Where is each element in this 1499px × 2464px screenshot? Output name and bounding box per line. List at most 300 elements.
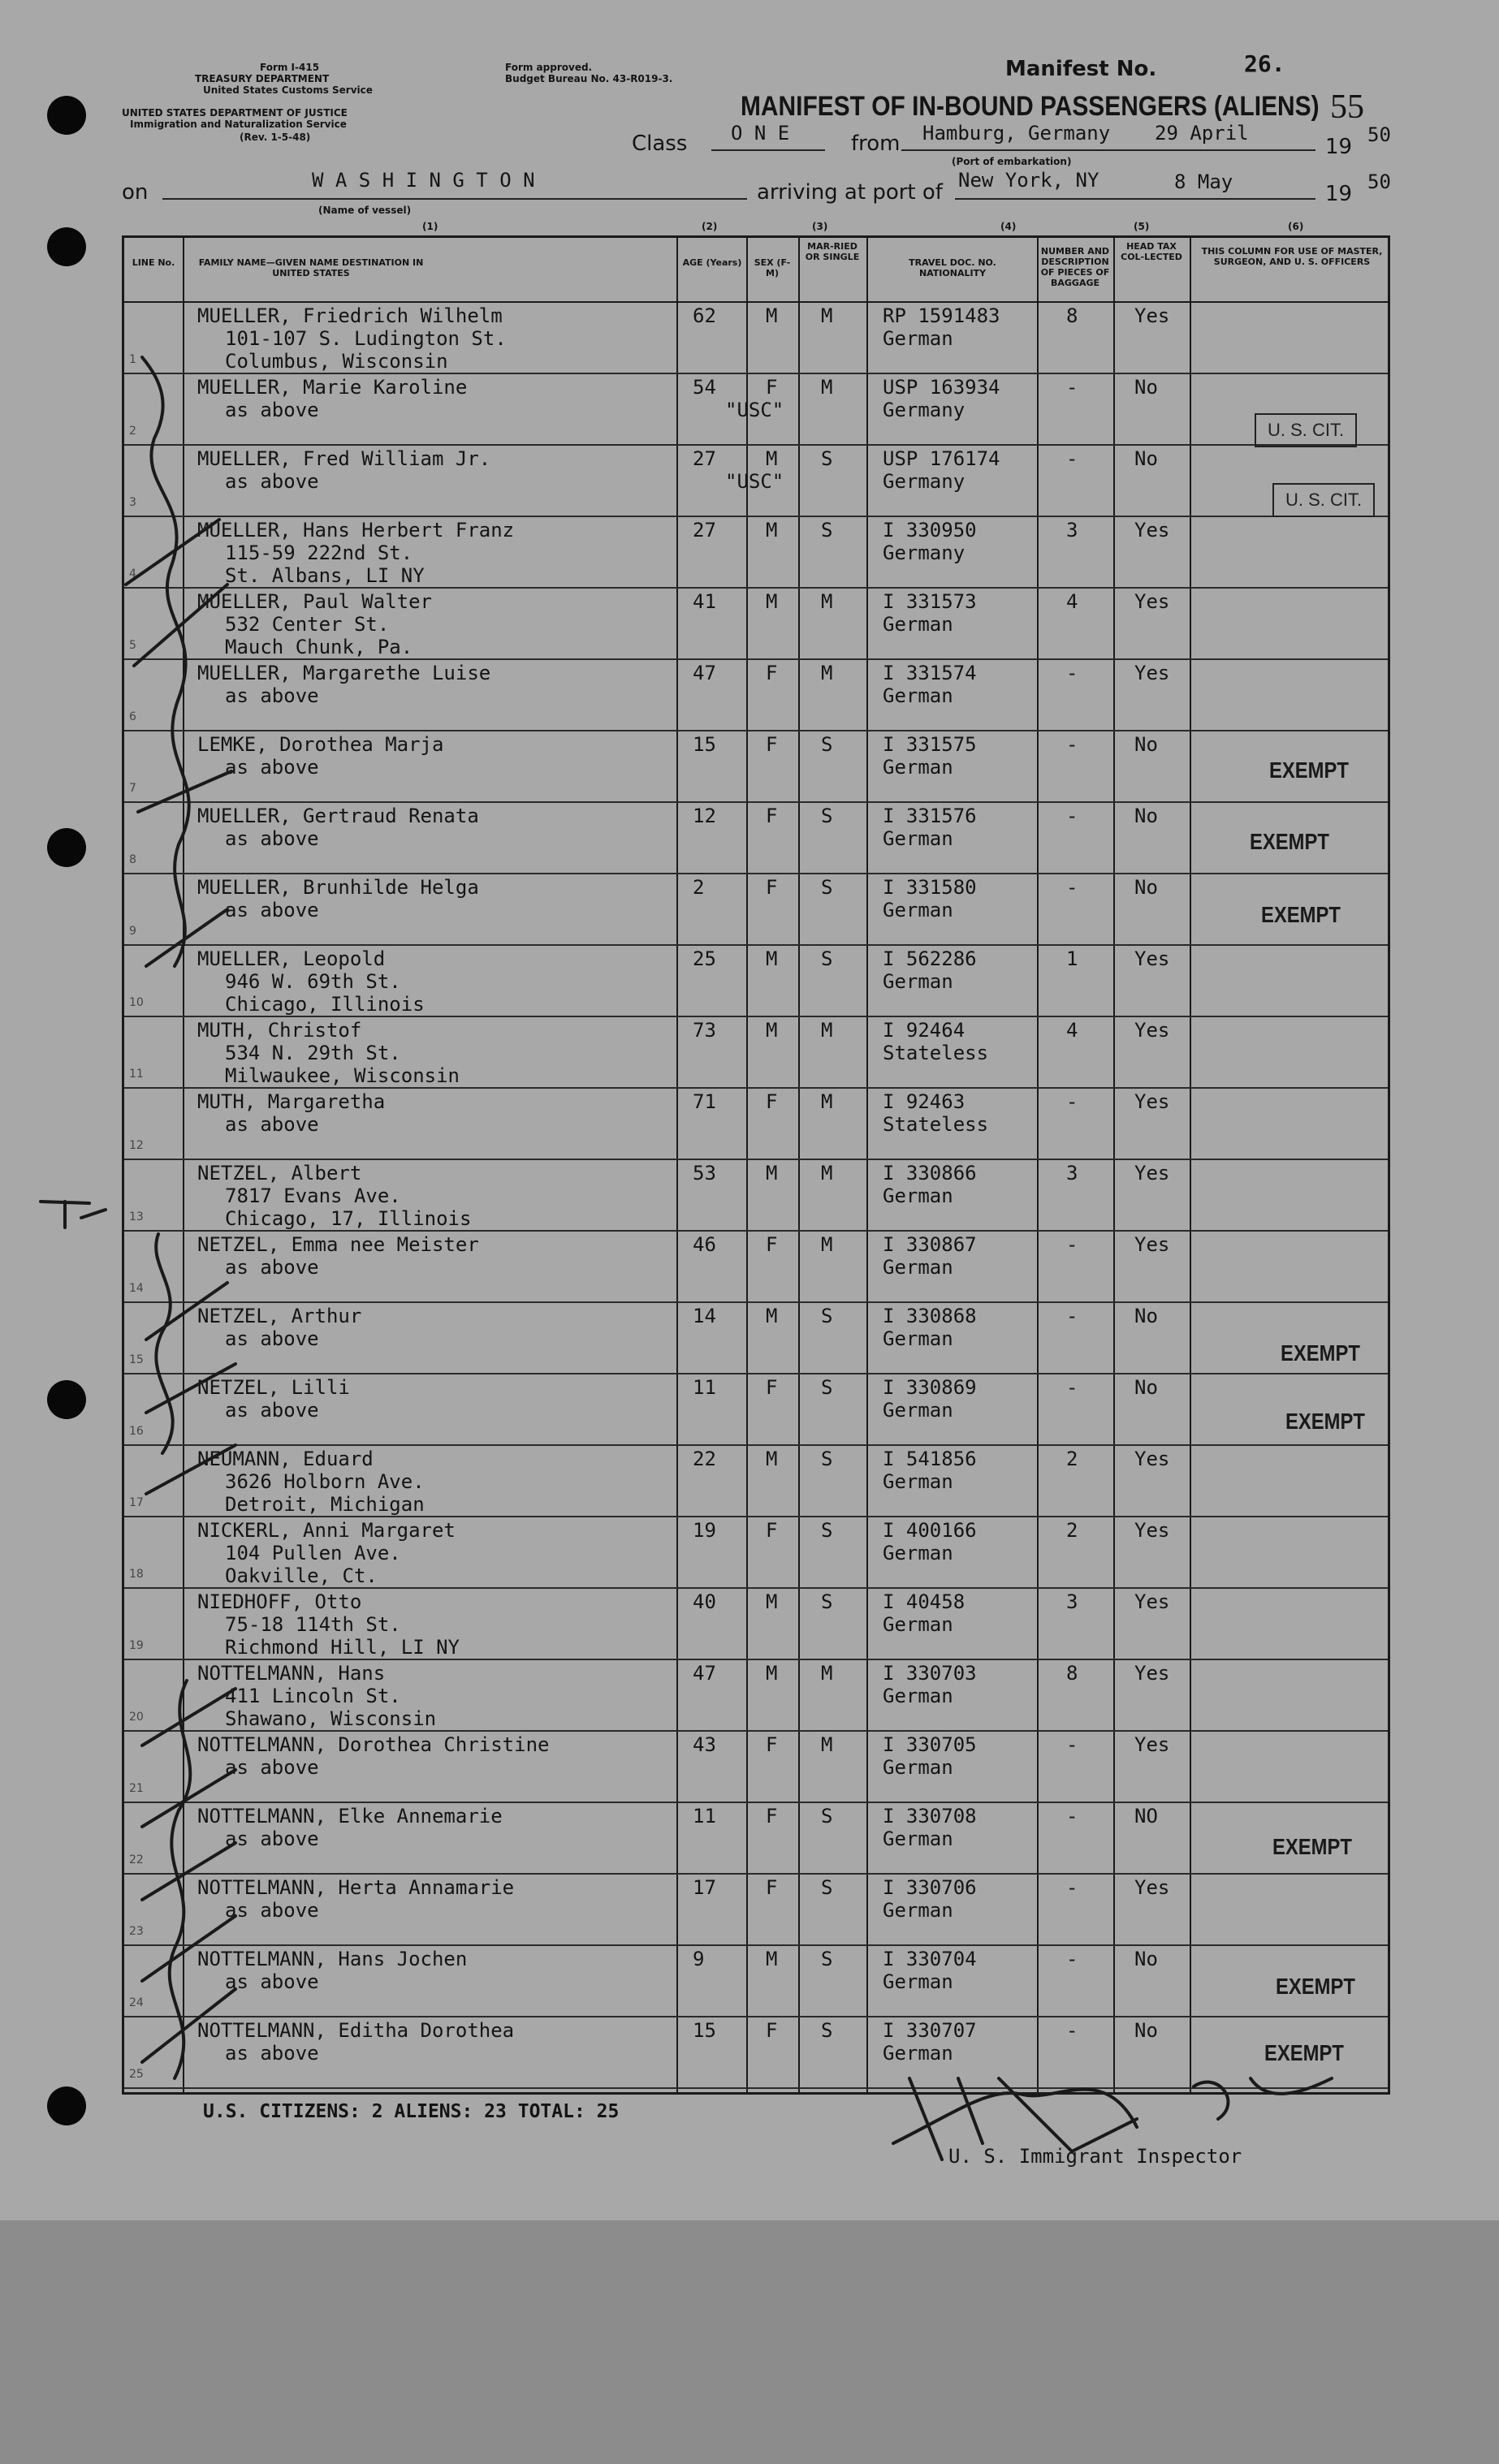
age-cell: 62	[693, 304, 716, 327]
table-row	[124, 1660, 1388, 1732]
head-tax-cell: Yes	[1134, 1519, 1170, 1542]
table-row	[124, 1017, 1388, 1089]
passenger-name: MUTH, Margaretha	[197, 1090, 386, 1113]
table-row	[124, 803, 1388, 874]
passenger-table	[122, 235, 1390, 2095]
table-row	[124, 1160, 1388, 1232]
table-row	[124, 946, 1388, 1017]
table-row	[124, 374, 1388, 446]
usc-note: "USC"	[725, 399, 784, 421]
us-citizen-stamp: U. S. CIT.	[1272, 483, 1375, 517]
destination-line: as above	[225, 1399, 319, 1422]
year-prefix: 19	[1325, 135, 1353, 159]
exempt-stamp: EXEMPT	[1272, 1834, 1352, 1859]
passenger-name: NOTTELMANN, Hans Jochen	[197, 1948, 468, 1970]
head-tax-cell: Yes	[1134, 1733, 1170, 1756]
page-number: 55	[1330, 88, 1364, 126]
destination-line: as above	[225, 1113, 319, 1136]
destination-line: 534 N. 29th St.	[225, 1042, 401, 1064]
travel-doc-cell: I 330950	[883, 519, 977, 542]
sex-cell: F	[766, 2019, 778, 2042]
line-number: 3	[129, 496, 136, 509]
col-num: (3)	[812, 221, 828, 232]
passenger-name: MUELLER, Paul Walter	[197, 590, 432, 613]
travel-doc-cell: I 92464	[883, 1019, 965, 1042]
line-number: 22	[129, 1853, 144, 1866]
justice-dept: UNITED STATES DEPARTMENT OF JUSTICE	[122, 107, 348, 119]
ins-service: Immigration and Naturalization Service	[130, 119, 347, 130]
destination-line: as above	[225, 756, 319, 779]
nationality-cell: German	[883, 327, 953, 350]
col-num: (4)	[1000, 221, 1017, 232]
table-row	[124, 303, 1388, 374]
passenger-name: MUELLER, Marie Karoline	[197, 376, 468, 399]
destination-line: 115-59 222nd St.	[225, 542, 413, 564]
age-cell: 12	[693, 805, 716, 827]
destination-line: 7817 Evans Ave.	[225, 1185, 401, 1207]
travel-doc-cell: I 330707	[883, 2019, 977, 2042]
marital-cell: S	[821, 1376, 833, 1399]
nationality-cell: Germany	[883, 542, 965, 564]
sex-cell: F	[766, 1233, 778, 1256]
line-number: 10	[129, 996, 144, 1009]
travel-doc-cell: I 92463	[883, 1090, 965, 1113]
age-cell: 11	[693, 1805, 716, 1828]
baggage-cell: 1	[1066, 947, 1078, 970]
passenger-name: NICKERL, Anni Margaret	[197, 1519, 456, 1542]
travel-doc-cell: I 400166	[883, 1519, 977, 1542]
col-header-sex: SEX (F-M)	[754, 257, 791, 278]
age-cell: 47	[693, 662, 716, 684]
manifest-number: 26.	[1244, 50, 1285, 77]
exempt-stamp: EXEMPT	[1269, 757, 1349, 783]
line-number: 14	[129, 1282, 144, 1295]
destination-line: as above	[225, 1256, 319, 1279]
table-row	[124, 1303, 1388, 1374]
sex-cell: M	[766, 304, 778, 327]
col-header-officers: THIS COLUMN FOR USE OF MASTER, SURGEON, AND U. S. OFFICERS	[1201, 246, 1383, 267]
col-num: (1)	[422, 221, 438, 232]
inspector-label: U. S. Immigrant Inspector	[948, 2145, 1242, 2168]
passenger-name: NETZEL, Lilli	[197, 1376, 350, 1399]
baggage-cell: 4	[1066, 590, 1078, 613]
marital-cell: M	[821, 662, 833, 684]
sex-cell: F	[766, 876, 778, 899]
travel-doc-cell: I 541856	[883, 1448, 977, 1470]
line-number: 5	[129, 639, 136, 652]
head-tax-cell: No	[1134, 805, 1158, 827]
table-row	[124, 1232, 1388, 1303]
nationality-cell: German	[883, 1185, 953, 1207]
travel-doc-cell: I 330867	[883, 1233, 977, 1256]
sex-cell: F	[766, 805, 778, 827]
sex-cell: F	[766, 376, 778, 399]
baggage-cell: -	[1066, 1376, 1078, 1399]
passenger-name: NETZEL, Albert	[197, 1162, 362, 1185]
sex-cell: M	[766, 947, 778, 970]
embarkation-port: Hamburg, Germany	[922, 122, 1111, 145]
head-tax-cell: Yes	[1134, 590, 1170, 613]
arriving-label: arriving at port of	[757, 180, 943, 205]
age-cell: 11	[693, 1376, 716, 1399]
table-row	[124, 1732, 1388, 1803]
travel-doc-cell: I 330703	[883, 1662, 977, 1685]
travel-doc-cell: I 330866	[883, 1162, 977, 1185]
table-row	[124, 1589, 1388, 1660]
destination-line: 532 Center St.	[225, 613, 390, 636]
destination-line: Shawano, Wisconsin	[225, 1707, 437, 1730]
marital-cell: S	[821, 1305, 833, 1327]
passenger-name: MUELLER, Hans Herbert Franz	[197, 519, 515, 542]
table-row	[124, 1089, 1388, 1160]
table-row	[124, 1446, 1388, 1517]
age-cell: 19	[693, 1519, 716, 1542]
col-header-baggage: NUMBER AND DESCRIPTION OF PIECES OF BAGGAGE	[1040, 246, 1110, 288]
marital-cell: S	[821, 805, 833, 827]
travel-doc-cell: I 330705	[883, 1733, 977, 1756]
nationality-cell: German	[883, 1970, 953, 1993]
usc-note: "USC"	[725, 470, 784, 493]
line-number: 18	[129, 1568, 144, 1581]
baggage-cell: 2	[1066, 1519, 1078, 1542]
age-cell: 9	[693, 1948, 705, 1970]
marital-cell: S	[821, 519, 833, 542]
marital-cell: S	[821, 733, 833, 756]
line-number: 20	[129, 1711, 144, 1724]
destination-line: Richmond Hill, LI NY	[225, 1636, 460, 1659]
age-cell: 27	[693, 447, 716, 470]
line-number: 9	[129, 925, 136, 938]
exempt-stamp: EXEMPT	[1261, 902, 1341, 927]
age-cell: 40	[693, 1590, 716, 1613]
travel-doc-cell: I 330869	[883, 1376, 977, 1399]
age-cell: 15	[693, 733, 716, 756]
head-tax-cell: Yes	[1134, 1090, 1170, 1113]
passenger-name: MUELLER, Margarethe Luise	[197, 662, 491, 684]
baggage-cell: -	[1066, 1948, 1078, 1970]
line-number: 19	[129, 1639, 144, 1652]
nationality-cell: Germany	[883, 470, 965, 493]
sex-cell: F	[766, 1733, 778, 1756]
line-number: 11	[129, 1068, 144, 1081]
age-cell: 53	[693, 1162, 716, 1185]
travel-doc-cell: I 330868	[883, 1305, 977, 1327]
col-header-age: AGE (Years)	[682, 257, 742, 268]
nationality-cell: German	[883, 827, 953, 850]
age-cell: 14	[693, 1305, 716, 1327]
head-tax-cell: No	[1134, 1305, 1158, 1327]
class-label: Class	[632, 132, 688, 156]
age-cell: 47	[693, 1662, 716, 1685]
table-row	[124, 1517, 1388, 1589]
head-tax-cell: Yes	[1134, 662, 1170, 684]
line-number: 16	[129, 1425, 144, 1438]
nationality-cell: German	[883, 1327, 953, 1350]
age-cell: 17	[693, 1876, 716, 1899]
line-number: 24	[129, 1996, 144, 2009]
arrival-port: New York, NY	[958, 169, 1099, 192]
table-row	[124, 2017, 1388, 2089]
nationality-cell: Stateless	[883, 1113, 989, 1136]
destination-line: as above	[225, 899, 319, 921]
marital-cell: S	[821, 1519, 833, 1542]
passenger-name: NETZEL, Emma nee Meister	[197, 1233, 479, 1256]
destination-line: Chicago, 17, Illinois	[225, 1207, 472, 1230]
totals-summary: U.S. CITIZENS: 2 ALIENS: 23 TOTAL: 25	[203, 2101, 620, 2122]
sex-cell: M	[766, 447, 778, 470]
nationality-cell: German	[883, 1756, 953, 1779]
form-number: Form I-415	[260, 62, 320, 73]
destination-line: as above	[225, 399, 319, 421]
customs-service: United States Customs Service	[203, 84, 373, 96]
destination-line: as above	[225, 1828, 319, 1850]
line-number: 21	[129, 1782, 144, 1795]
travel-doc-cell: I 331580	[883, 876, 977, 899]
travel-doc-cell: I 331574	[883, 662, 977, 684]
passenger-name: NOTTELMANN, Elke Annemarie	[197, 1805, 503, 1828]
binder-hole	[47, 227, 86, 266]
exempt-stamp: EXEMPT	[1285, 1409, 1365, 1434]
travel-doc-cell: I 330708	[883, 1805, 977, 1828]
class-value: O N E	[731, 122, 790, 145]
marital-cell: S	[821, 947, 833, 970]
sex-cell: M	[766, 1662, 778, 1685]
exempt-stamp: EXEMPT	[1281, 1340, 1360, 1366]
baggage-cell: -	[1066, 376, 1078, 399]
head-tax-cell: Yes	[1134, 304, 1170, 327]
col-num: (2)	[702, 221, 718, 232]
table-row	[124, 1374, 1388, 1446]
form-revision: (Rev. 1-5-48)	[240, 132, 311, 143]
sex-cell: F	[766, 1376, 778, 1399]
nationality-cell: German	[883, 899, 953, 921]
col-header-line: LINE No.	[132, 257, 175, 268]
head-tax-cell: No	[1134, 733, 1158, 756]
age-cell: 22	[693, 1448, 716, 1470]
destination-line: as above	[225, 1756, 319, 1779]
marital-cell: S	[821, 1805, 833, 1828]
head-tax-cell: No	[1134, 876, 1158, 899]
baggage-cell: -	[1066, 1876, 1078, 1899]
head-tax-cell: No	[1134, 1948, 1158, 1970]
vessel-name: W A S H I N G T O N	[312, 169, 535, 192]
arrival-year: 50	[1367, 170, 1391, 193]
travel-doc-cell: I 330706	[883, 1876, 977, 1899]
exempt-stamp: EXEMPT	[1276, 1974, 1355, 1999]
marital-cell: M	[821, 590, 833, 613]
nationality-cell: German	[883, 1613, 953, 1636]
destination-line: Mauch Chunk, Pa.	[225, 636, 413, 658]
nationality-cell: German	[883, 1685, 953, 1707]
from-label: from	[851, 132, 901, 156]
sex-cell: M	[766, 1448, 778, 1470]
sex-cell: F	[766, 1805, 778, 1828]
baggage-cell: 8	[1066, 1662, 1078, 1685]
baggage-cell: -	[1066, 1805, 1078, 1828]
baggage-cell: 3	[1066, 1162, 1078, 1185]
line-number: 15	[129, 1353, 144, 1366]
baggage-cell: -	[1066, 2019, 1078, 2042]
sex-cell: M	[766, 1948, 778, 1970]
exempt-stamp: EXEMPT	[1250, 829, 1329, 854]
travel-doc-cell: I 562286	[883, 947, 977, 970]
age-cell: 54	[693, 376, 716, 399]
baggage-cell: -	[1066, 1733, 1078, 1756]
baggage-cell: -	[1066, 1090, 1078, 1113]
head-tax-cell: No	[1134, 1376, 1158, 1399]
manifest-label: Manifest No.	[1005, 57, 1157, 81]
line-number: 12	[129, 1139, 144, 1152]
travel-doc-cell: I 331573	[883, 590, 977, 613]
nationality-cell: German	[883, 1470, 953, 1493]
travel-doc-cell: I 331575	[883, 733, 977, 756]
line-number: 17	[129, 1496, 144, 1509]
destination-line: as above	[225, 470, 319, 493]
travel-doc-cell: I 331576	[883, 805, 977, 827]
col-header-head-tax: HEAD TAX COL-LECTED	[1121, 241, 1182, 262]
nationality-cell: German	[883, 1828, 953, 1850]
treasury-dept: TREASURY DEPARTMENT	[195, 73, 330, 84]
passenger-name: NOTTELMANN, Herta Annamarie	[197, 1876, 515, 1899]
age-cell: 15	[693, 2019, 716, 2042]
destination-line: as above	[225, 2042, 319, 2065]
passenger-name: MUELLER, Gertraud Renata	[197, 805, 479, 827]
underline	[162, 198, 747, 200]
underline	[901, 149, 1315, 151]
line-number: 4	[129, 567, 136, 580]
passenger-name: NETZEL, Arthur	[197, 1305, 362, 1327]
sex-cell: M	[766, 1305, 778, 1327]
sex-cell: F	[766, 1519, 778, 1542]
arrival-date: 8 May	[1174, 170, 1233, 193]
form-approved: Form approved.	[505, 62, 593, 73]
head-tax-cell: No	[1134, 447, 1158, 470]
age-cell: 2	[693, 876, 705, 899]
age-cell: 27	[693, 519, 716, 542]
baggage-cell: -	[1066, 1233, 1078, 1256]
nationality-cell: German	[883, 613, 953, 636]
line-number: 7	[129, 782, 136, 795]
travel-doc-cell: RP 1591483	[883, 304, 1000, 327]
marital-cell: S	[821, 1590, 833, 1613]
baggage-cell: -	[1066, 662, 1078, 684]
passenger-name: NOTTELMANN, Hans	[197, 1662, 386, 1685]
line-number: 23	[129, 1925, 144, 1938]
line-number: 6	[129, 710, 136, 723]
nationality-cell: Germany	[883, 399, 965, 421]
head-tax-cell: Yes	[1134, 1590, 1170, 1613]
baggage-cell: 3	[1066, 1590, 1078, 1613]
nationality-cell: German	[883, 756, 953, 779]
line-number: 8	[129, 853, 136, 866]
exempt-stamp: EXEMPT	[1264, 2040, 1344, 2065]
passenger-name: NEUMANN, Eduard	[197, 1448, 374, 1470]
baggage-cell: 8	[1066, 304, 1078, 327]
col-header-married: MAR-RIED OR SINGLE	[805, 241, 860, 262]
marital-cell: M	[821, 376, 833, 399]
age-cell: 46	[693, 1233, 716, 1256]
passenger-name: LEMKE, Dorothea Marja	[197, 733, 444, 756]
baggage-cell: -	[1066, 1305, 1078, 1327]
sex-cell: M	[766, 1590, 778, 1613]
vessel-name-label: (Name of vessel)	[318, 205, 412, 216]
age-cell: 25	[693, 947, 716, 970]
destination-line: as above	[225, 1970, 319, 1993]
departure-year: 50	[1367, 123, 1391, 146]
sex-cell: F	[766, 733, 778, 756]
destination-line: Columbus, Wisconsin	[225, 350, 448, 373]
marital-cell: S	[821, 1948, 833, 1970]
nationality-cell: German	[883, 1542, 953, 1564]
binder-hole	[47, 96, 86, 135]
sex-cell: M	[766, 590, 778, 613]
col-header-name: FAMILY NAME—GIVEN NAME DESTINATION IN UNITED STATES	[198, 257, 424, 278]
travel-doc-cell: USP 163934	[883, 376, 1000, 399]
baggage-cell: 2	[1066, 1448, 1078, 1470]
sex-cell: F	[766, 1876, 778, 1899]
head-tax-cell: No	[1134, 2019, 1158, 2042]
head-tax-cell: No	[1134, 376, 1158, 399]
budget-bureau: Budget Bureau No. 43-R019-3.	[505, 73, 673, 84]
nationality-cell: German	[883, 1899, 953, 1922]
line-number: 13	[129, 1210, 144, 1223]
destination-line: 75-18 114th St.	[225, 1613, 401, 1636]
marital-cell: M	[821, 1090, 833, 1113]
nationality-cell: German	[883, 684, 953, 707]
line-number: 25	[129, 2068, 144, 2081]
passenger-name: NOTTELMANN, Editha Dorothea	[197, 2019, 515, 2042]
head-tax-cell: Yes	[1134, 1019, 1170, 1042]
port-embarkation-label: (Port of embarkation)	[952, 156, 1072, 167]
destination-line: as above	[225, 1327, 319, 1350]
table-row	[124, 660, 1388, 731]
head-tax-cell: NO	[1134, 1805, 1158, 1828]
passenger-name: MUELLER, Leopold	[197, 947, 386, 970]
marital-cell: M	[821, 1233, 833, 1256]
line-number: 2	[129, 425, 136, 438]
col-num: (6)	[1288, 221, 1304, 232]
table-row	[124, 874, 1388, 946]
baggage-cell: 3	[1066, 519, 1078, 542]
us-citizen-stamp: U. S. CIT.	[1255, 413, 1357, 447]
baggage-cell: -	[1066, 805, 1078, 827]
nationality-cell: German	[883, 1399, 953, 1422]
marital-cell: S	[821, 1876, 833, 1899]
marital-cell: S	[821, 876, 833, 899]
col-num: (5)	[1134, 221, 1150, 232]
destination-line: 104 Pullen Ave.	[225, 1542, 401, 1564]
head-tax-cell: Yes	[1134, 947, 1170, 970]
destination-line: Chicago, Illinois	[225, 993, 425, 1016]
destination-line: 3626 Holborn Ave.	[225, 1470, 425, 1493]
sex-cell: M	[766, 1162, 778, 1185]
nationality-cell: German	[883, 2042, 953, 2065]
table-row	[124, 517, 1388, 589]
head-tax-cell: Yes	[1134, 1662, 1170, 1685]
destination-line: Milwaukee, Wisconsin	[225, 1064, 460, 1087]
binder-hole	[47, 2086, 86, 2125]
destination-line: 411 Lincoln St.	[225, 1685, 401, 1707]
marital-cell: M	[821, 1733, 833, 1756]
sex-cell: M	[766, 519, 778, 542]
passenger-name: MUELLER, Friedrich Wilhelm	[197, 304, 503, 327]
table-row	[124, 1946, 1388, 2017]
underline	[955, 198, 1315, 200]
destination-line: Detroit, Michigan	[225, 1493, 425, 1516]
head-tax-cell: Yes	[1134, 1876, 1170, 1899]
nationality-cell: Stateless	[883, 1042, 989, 1064]
table-row	[124, 446, 1388, 517]
